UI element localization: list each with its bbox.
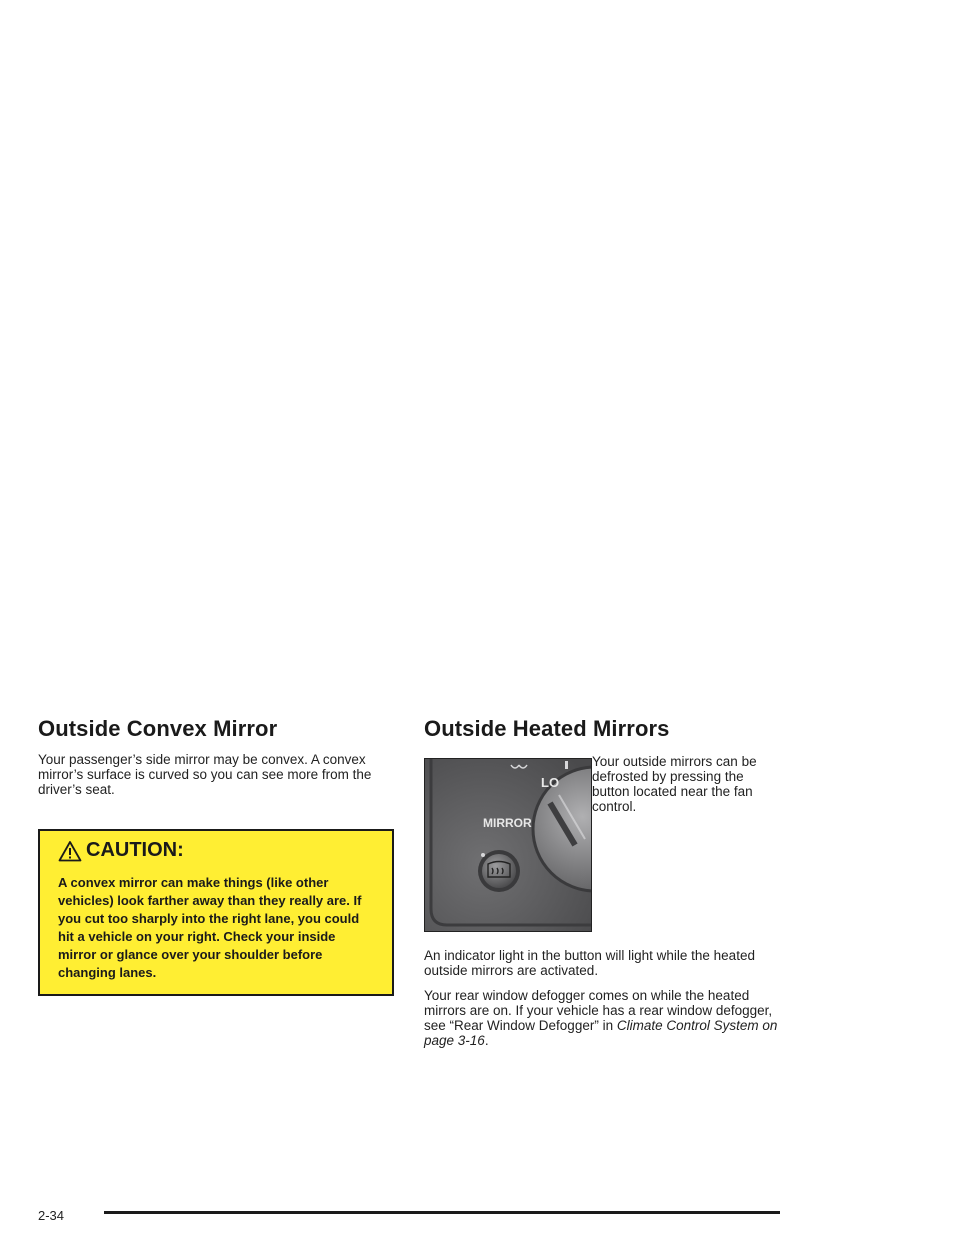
photo-label-mirror: MIRROR bbox=[483, 816, 532, 830]
caution-header bbox=[58, 839, 376, 862]
climate-control-reference: Climate Control System on page 3-16 bbox=[424, 1018, 778, 1048]
section-heading-heated-mirrors: Outside Heated Mirrors bbox=[424, 716, 670, 741]
heated-mirrors-side-text: Your outside mirrors can be defrosted by pressing the button located near the fan control. bbox=[592, 754, 757, 814]
mirror-control-illustration bbox=[425, 759, 592, 932]
defogger-text: Your rear window defogger comes on while the heated mirrors are on. If your vehicle has a rear window defogger, see “Rear Window Defogger” in bbox=[424, 988, 773, 1033]
section-heading-convex-mirror: Outside Convex Mirror bbox=[38, 716, 278, 741]
defogger-text-end: . bbox=[484, 1033, 489, 1048]
mirror-button-photo bbox=[424, 758, 592, 932]
caution-title: CAUTION: bbox=[86, 839, 184, 861]
right-column bbox=[424, 716, 784, 1058]
caution-text: A convex mirror can make things (like other vehicles) look farther away than they really are. If you cut too sharply into the right lane, you could hit a vehicle on your right. Check your inside mirror or glance over your shoulder before changing lanes. bbox=[58, 875, 362, 980]
photo-label-lo: LO bbox=[541, 775, 560, 790]
heated-mirrors-text bbox=[424, 948, 784, 1048]
caution-box bbox=[38, 829, 394, 996]
warning-triangle-icon bbox=[58, 840, 82, 862]
figure-row bbox=[424, 754, 784, 932]
indicator-paragraph: An indicator light in the button will light while the heated outside mirrors are activated. bbox=[424, 948, 755, 978]
page-number: 2-34 bbox=[38, 1208, 65, 1223]
footer-rule bbox=[104, 1211, 780, 1214]
left-column bbox=[38, 716, 394, 996]
convex-mirror-intro: Your passenger’s side mirror may be convex. A convex mirror’s surface is curved so you can see more from the driver’s seat. bbox=[38, 752, 372, 797]
defogger-paragraph bbox=[424, 988, 784, 1048]
